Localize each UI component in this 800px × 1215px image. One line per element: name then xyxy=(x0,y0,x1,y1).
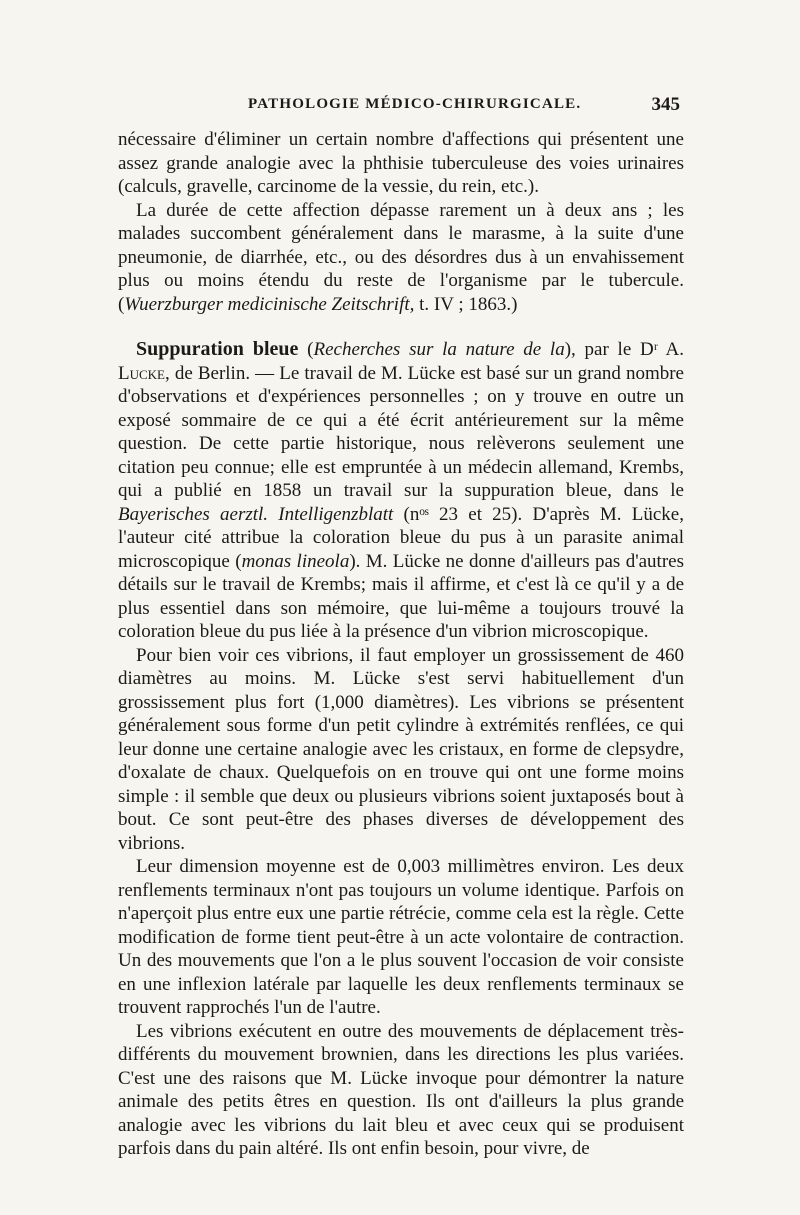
paragraph-movements xyxy=(118,1020,684,1161)
author-name: Lucke xyxy=(118,362,165,384)
page-number: 345 xyxy=(651,94,680,115)
text-fragment: ), par le Dʳ A. xyxy=(564,339,685,360)
journal-title: Bayerisches aerztl. Intelligenzblatt xyxy=(118,503,394,525)
work-title: Recherches sur la nature de la xyxy=(313,339,565,360)
section-title: Suppuration bleue xyxy=(136,338,299,360)
page-body xyxy=(118,128,684,1161)
paragraph-text: La durée de cette affection dépasse rarement un à deux ans ; les malades succombent généralement dans le marasme, à la suite d'une pneumonie, de diarrhée, etc., ou des désordres dus à un envahissement plus ou moins étendu du reste de l'organisme par le tubercule. ( xyxy=(118,199,684,315)
text-fragment: ). M. Lücke ne donne d'ailleurs pas d'autres détails sur le travail de Krembs; mais il affirme, et c'est là ce qu'il y a de plus essentiel dans son mémoire, que lui-même a toujours trouvé la coloration bleue du pus liée à la présence d'un vibrion microscopique. xyxy=(118,550,684,642)
paragraph-magnification xyxy=(118,644,684,856)
journal-reference: Wuerzburger medicinische Zeitschrift, xyxy=(124,293,415,315)
page-header xyxy=(110,96,680,120)
text-fragment: ( xyxy=(298,339,314,360)
paragraph-text: Pour bien voir ces vibrions, il faut employer un grossissement de 460 diamètres au moins. M. Lücke s'est servi habituellement d'un grossissement plus fort (1,000 diamètres). Les vibrions se présentent généralement sous forme d'un petit cylindre à extrémités renflées, ce qui leur donne une certaine analogie avec les cristaux, en forme de clepsydre, d'oxalate de chaux. Quelquefois on en trouve qui ont une forme moins simple : il semble que deux ou plusieurs vibrions soient juxtaposés bout à bout. Ce sont peut-être des phases diverses de développement des vibrions. xyxy=(118,644,684,854)
paragraph-continuation xyxy=(118,128,684,199)
paragraph-duration xyxy=(118,199,684,317)
text-fragment: , de Berlin. — Le travail de M. Lücke est basé sur un grand nombre d'observations et d'expériences personnelles ; on y trouve en outre un exposé sommaire de ce qui a été écrit antérieurement sur la même question. De cette partie historique, nous relèverons seulement une citation peu connue; elle est empruntée à un médecin allemand, Krembs, qui a publié en 1858 un travail sur la suppuration bleue, dans le xyxy=(118,362,684,501)
paragraph-text: nécessaire d'éliminer un certain nombre d'affections qui présentent une assez grande analogie avec la phthisie tuberculeuse des voies urinaires (calculs, gravelle, carcinome de la vessie, du rein, etc.). xyxy=(118,129,684,197)
paragraph-text: Leur dimension moyenne est de 0,003 millimètres environ. Les deux renflements terminaux n'ont pas toujours un volume identique. Parfois on n'aperçoit plus entre eux une partie rétrécie, comme cela est la règle. Cette modification de forme tient peut-être à un acte volontaire de contraction. Un des mouvements que l'on a le plus souvent l'occasion de voir consiste en une inflexion latérale par laquelle les deux renflements terminaux se trouvent rapprochés l'un de l'autre. xyxy=(118,856,684,1018)
paragraph-dimension xyxy=(118,855,684,1020)
paragraph-suppuration-bleue xyxy=(118,338,684,644)
running-head: PATHOLOGIE MÉDICO-CHIRURGICALE. xyxy=(248,96,582,112)
species-name: monas lineola xyxy=(241,550,350,572)
text-fragment: (nᵒˢ 23 et 25). D'après M. Lücke, l'auteur cité attribue la coloration bleue du pus à un parasite animal microscopique ( xyxy=(118,503,684,572)
paragraph-text: Les vibrions exécutent en outre des mouvements de déplacement très-différents du mouvement brownien, dans les directions les plus variées. C'est une des raisons que M. Lücke invoque pour démontrer la nature animale des petits êtres en question. Ils ont d'ailleurs la plus grande analogie avec les vibrions du lait bleu et avec ceux qui se produisent parfois dans du pain altéré. Ils ont enfin besoin, pour vivre, de xyxy=(118,1020,684,1159)
reference-volume: t. IV ; 1863.) xyxy=(414,293,518,315)
